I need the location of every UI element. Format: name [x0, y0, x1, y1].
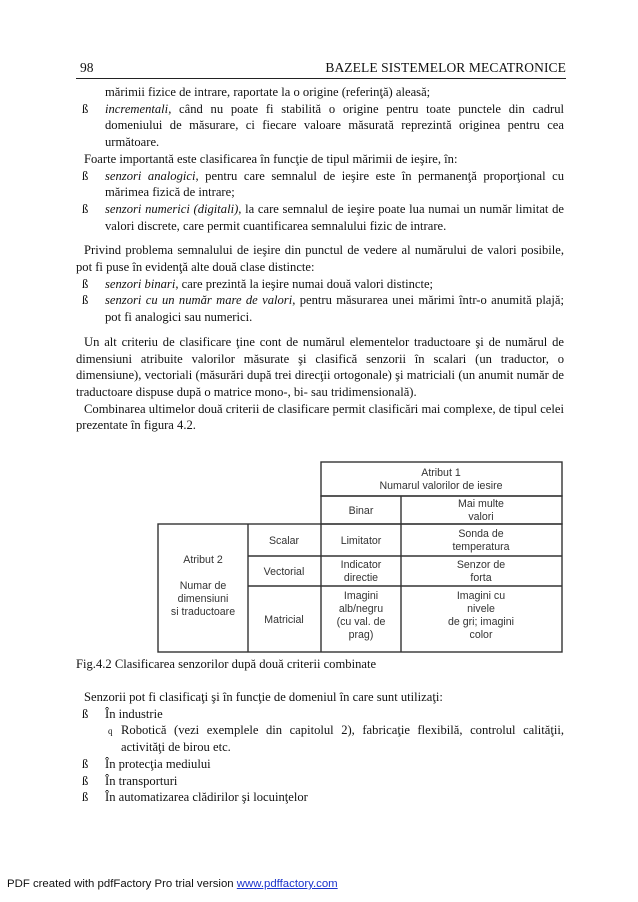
cell-scalar-multi-2: temperatura [452, 541, 510, 553]
running-title: BAZELE SISTEMELOR MECATRONICE [325, 60, 566, 75]
col-multi-2: valori [468, 511, 494, 523]
bullet-binary [76, 276, 564, 293]
col-multi-1: Mai multe [458, 498, 504, 510]
row-scalar: Scalar [268, 535, 300, 547]
text-industry: În industrie [105, 706, 163, 721]
bullet-industry [76, 706, 564, 723]
bullet-analog [76, 168, 564, 201]
sub-bullet-marker: q [108, 726, 113, 737]
bullet-marker: ß [82, 201, 89, 216]
attr2-line-3: Numar de [179, 580, 227, 592]
text-robotics: Robotică (vezi exemplele din capitolul 2), fabricaţie flexibilă, controlul calităţii, activităţi de birou etc. [121, 723, 564, 755]
bullet-multi [76, 292, 564, 325]
row-vectorial: Vectorial [263, 566, 305, 578]
cell-matr-binar-2: alb/negru [338, 603, 384, 615]
bullet-digital [76, 201, 564, 234]
footer-text: PDF created with pdfFactory Pro trial version [7, 878, 237, 890]
bullet-incremental [76, 101, 564, 151]
cell-matr-multi-2: nivele [467, 603, 495, 615]
term-digital: senzori numerici (digitali) [105, 201, 239, 216]
attr1-subtitle: Numarul valorilor de iesire [379, 480, 503, 492]
term-binary: senzori binari [105, 276, 176, 291]
text-digital: , la care semnalul de ieşire poate lua numai un număr limitat de valori discrete, care permit cuantificarea semnalului fizic de intrare. [105, 201, 564, 233]
text-environment: În protecţia mediului [105, 756, 211, 771]
cell-matr-multi-1: Imagini cu [456, 590, 506, 602]
sub-bullet-robotics [76, 722, 564, 755]
bullet-transport [76, 773, 564, 790]
footer-link[interactable]: www.pdffactory.com [236, 878, 338, 890]
classification-table [156, 461, 564, 654]
bullet-marker: ß [82, 276, 89, 291]
page-header [76, 60, 566, 79]
attr1-title: Atribut 1 [421, 467, 461, 479]
cell-vect-multi-2: forta [470, 572, 492, 584]
text-multi: , pentru măsurarea unei mărimi într-o anumită plajă; pot fi analogici sau numerici. [105, 293, 564, 325]
bullet-environment [76, 756, 564, 773]
pdf-footer [7, 876, 338, 893]
bullet-marker: ß [82, 101, 89, 116]
page-number: 98 [80, 60, 94, 75]
attr2-line-5: si traductoare [170, 606, 236, 618]
row-matricial: Matricial [264, 614, 304, 626]
cell-scalar-binar: Limitator [340, 535, 382, 547]
text-buildings: În automatizarea clădirilor şi locuinţelor [105, 790, 308, 805]
bullet-buildings [76, 789, 564, 806]
term-multi: senzori cu un număr mare de valori [105, 293, 293, 308]
domain-intro: Senzorii pot fi clasificaţi şi în funcţie de domeniul în care sunt utilizaţi: [84, 690, 443, 704]
criterion-paragraph: Un alt criteriu de clasificare ţine cont de numărul elementelor traductoare şi de numărul de dimensiuni atribuite valorilor măsurate şi clasifică senzorii în scalari (un traductor, o dimensiune), vectoriali (măsurări după trei direcţii ortogonale) şi matriciali (un anumit număr de traductoare dispuse după o matrice mono-, bi- sau tridimensională). [76, 334, 564, 399]
cell-vect-multi-1: Senzor de [456, 559, 506, 571]
cell-vect-binar-1: Indicator [340, 559, 382, 571]
text-binary: , care prezintă la ieşire numai două valori distincte; [175, 276, 434, 291]
cell-vect-binar-2: directie [343, 572, 379, 584]
output-intro: Foarte importantă este clasificarea în funcţie de tipul mărimii de ieşire, în: [84, 151, 458, 166]
col-binar: Binar [348, 505, 374, 517]
term-analog: senzori analogici [105, 168, 196, 183]
bullet-marker: ß [82, 756, 89, 771]
bullet-marker: ß [82, 773, 89, 788]
text-incremental: , când nu poate fi stabilită o origine pentru toate punctele din cadrul domeniului de măsurare, ci fiecare valoare măsurată reprezintă originea pentru cea următoare. [105, 101, 564, 150]
values-paragraph: Privind problema semnalului de ieşire din punctul de vedere al numărului de valori posibile, pot fi puse în evidenţă alte două clase distincte: [76, 243, 564, 275]
cell-matr-multi-3: de gri; imagini [448, 616, 514, 628]
bullet-marker: ß [82, 706, 89, 721]
bullet-marker: ß [82, 168, 89, 183]
cell-matr-binar-4: prag) [348, 629, 374, 641]
attr2-line-1: Atribut 2 [183, 554, 223, 566]
cell-scalar-multi-1: Sonda de [458, 528, 504, 540]
cell-matr-multi-4: color [469, 629, 493, 641]
figure-caption: Fig.4.2 Clasificarea senzorilor după două criterii combinate [76, 657, 377, 671]
cell-matr-binar-1: Imagini [343, 590, 379, 602]
term-incremental: incrementali [105, 101, 169, 116]
bullet-marker: ß [82, 790, 89, 805]
combine-paragraph: Combinarea ultimelor două criterii de clasificare permit clasificări mai complexe, de tipul celei prezentate în figura 4.2. [76, 401, 564, 433]
section-body-2 [76, 689, 564, 806]
section-body-1 [76, 84, 564, 434]
text-analog: , pentru care semnalul de ieşire este în permanenţă proporţional cu mărimea fizică de intrare; [105, 168, 565, 200]
continued-line: mărimii fizice de intrare, raportate la o origine (referinţă) aleasă; [105, 85, 431, 99]
text-transport: În transporturi [105, 773, 178, 788]
attr2-line-4: dimensiuni [177, 593, 229, 605]
cell-matr-binar-3: (cu val. de [336, 616, 386, 628]
figure-4-2 [156, 461, 564, 654]
bullet-marker: ß [82, 293, 89, 308]
